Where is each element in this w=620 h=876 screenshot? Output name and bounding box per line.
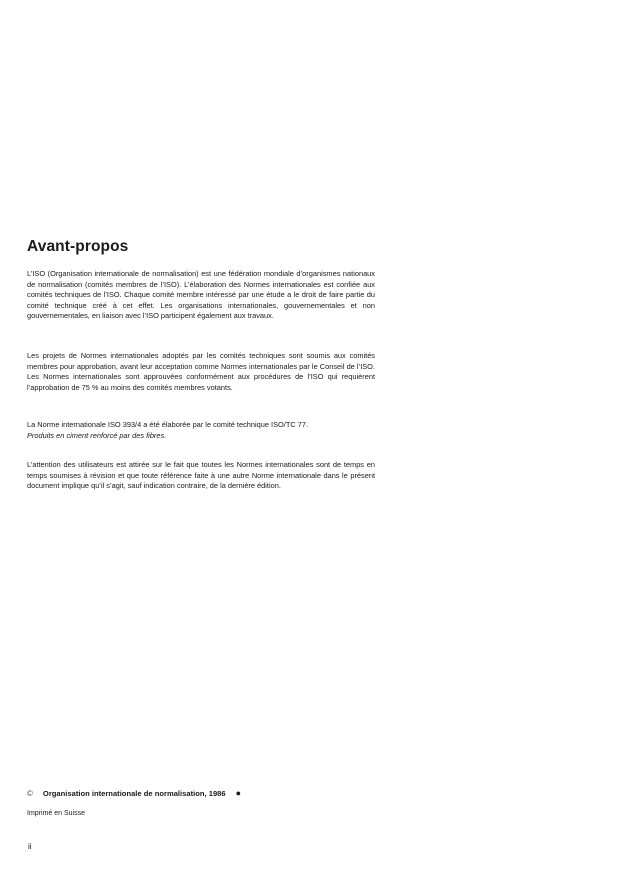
paragraph-revision-notice: L’attention des utilisateurs est attirée sur le fait que toutes les Normes internationales sont de temps en temps soumises à révision et que toute référence faite à une autre Norme internationale dans le présent document implique qu’il s’agit, sauf indication contraire, de la dernière édition. <box>27 460 375 491</box>
paragraph-iso-intro: L’ISO (Organisation internationale de normalisation) est une fédération mondiale d’organismes nationaux de normalisation (comités membres de l’ISO). L’élaboration des Normes internationales est confiée aux comités techniques de l’ISO. Chaque comité membre intéressé par une étude a le droit de faire partie du comité technique créé à cet effet. Les organisations internationales, gouvernementales et non gouvernementales, en liaison avec l’ISO participent également aux travaux. <box>27 269 375 321</box>
page-title: Avant-propos <box>27 238 129 255</box>
standard-origin-text: La Norme internationale ISO 393/4 a été élaborée par le comité technique ISO/TC 77. <box>27 420 309 429</box>
bullet-icon: ● <box>235 788 242 798</box>
printed-in: Imprimé en Suisse <box>27 810 85 817</box>
copyright-icon: © <box>27 788 33 798</box>
copyright-line <box>27 788 241 798</box>
committee-title: Produits en ciment renforcé par des fibres. <box>27 430 167 440</box>
paragraph-approval: Les projets de Normes internationales adoptés par les comités techniques sont soumis aux comités membres pour approbation, avant leur acceptation comme Normes internationales par le Conseil de l’ISO. Les Normes internationales sont approuvées conformément aux procédures de l’ISO qui requièrent l’approbation de 75 % au moins des comités membres votants. <box>27 351 375 392</box>
copyright-text: Organisation internationale de normalisation, 1986 <box>42 788 226 798</box>
page-number: ii <box>28 842 32 851</box>
paragraph-standard-origin <box>27 420 375 441</box>
